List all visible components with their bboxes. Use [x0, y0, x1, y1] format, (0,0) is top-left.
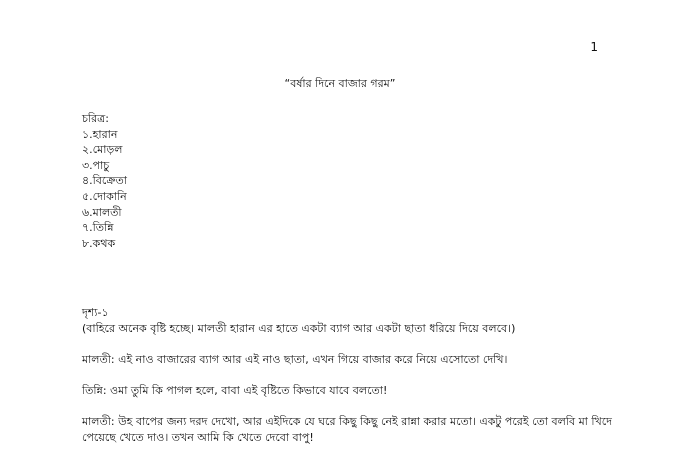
character-item: ৪.বিক্রেতা	[82, 174, 127, 188]
character-list-section	[82, 111, 127, 251]
document-title: “বর্ষার দিনে বাজার গরম”	[284, 77, 396, 90]
character-item: ২.মোড়ল	[82, 143, 123, 157]
page-number: 1	[590, 40, 598, 54]
character-item: ৫.দোকানি	[82, 189, 127, 203]
character-list	[82, 127, 127, 252]
dialogue-line: তিন্নি: ওমা তুমি কি পাগল হলে, বাবা এই বৃষ্টিতে কিভাবে যাবে বলতো!	[82, 383, 388, 397]
dialogue-line: মালতী: উহ বাপের জন্য দরদ দেখো, আর এইদিকে যে ঘরে কিছু কিছু নেই রান্না করার মতো। একটু পরেই তো বলবি মা খিদে পেয়েছে খেতে দাও। তখন আমি কি খেতে দেবো বাপু!	[82, 415, 612, 444]
character-item: ৭.তিন্নি	[82, 221, 114, 235]
character-item: ৮.কথক	[82, 236, 116, 250]
stage-direction: (বাহিরে অনেক বৃষ্টি হচ্ছে। মালতী হারান এর হাতে একটা ব্যাগ আর একটা ছাতা ধরিয়ে দিয়ে বলবে।)	[82, 321, 516, 335]
scene-section	[82, 305, 622, 445]
character-item: ৩.পাচু	[82, 158, 110, 172]
character-list-heading: চরিত্র:	[82, 112, 109, 125]
dialogue-line: মালতী: এই নাও বাজারের ব্যাগ আর এই নাও ছাতা, এখন গিয়ে বাজার করে নিয়ে এসোতো দেখি।	[82, 352, 508, 366]
scene-heading: দৃশ্য-১	[82, 306, 109, 319]
character-item: ১.হারান	[82, 127, 118, 141]
character-item: ৬.মালতী	[82, 205, 122, 219]
